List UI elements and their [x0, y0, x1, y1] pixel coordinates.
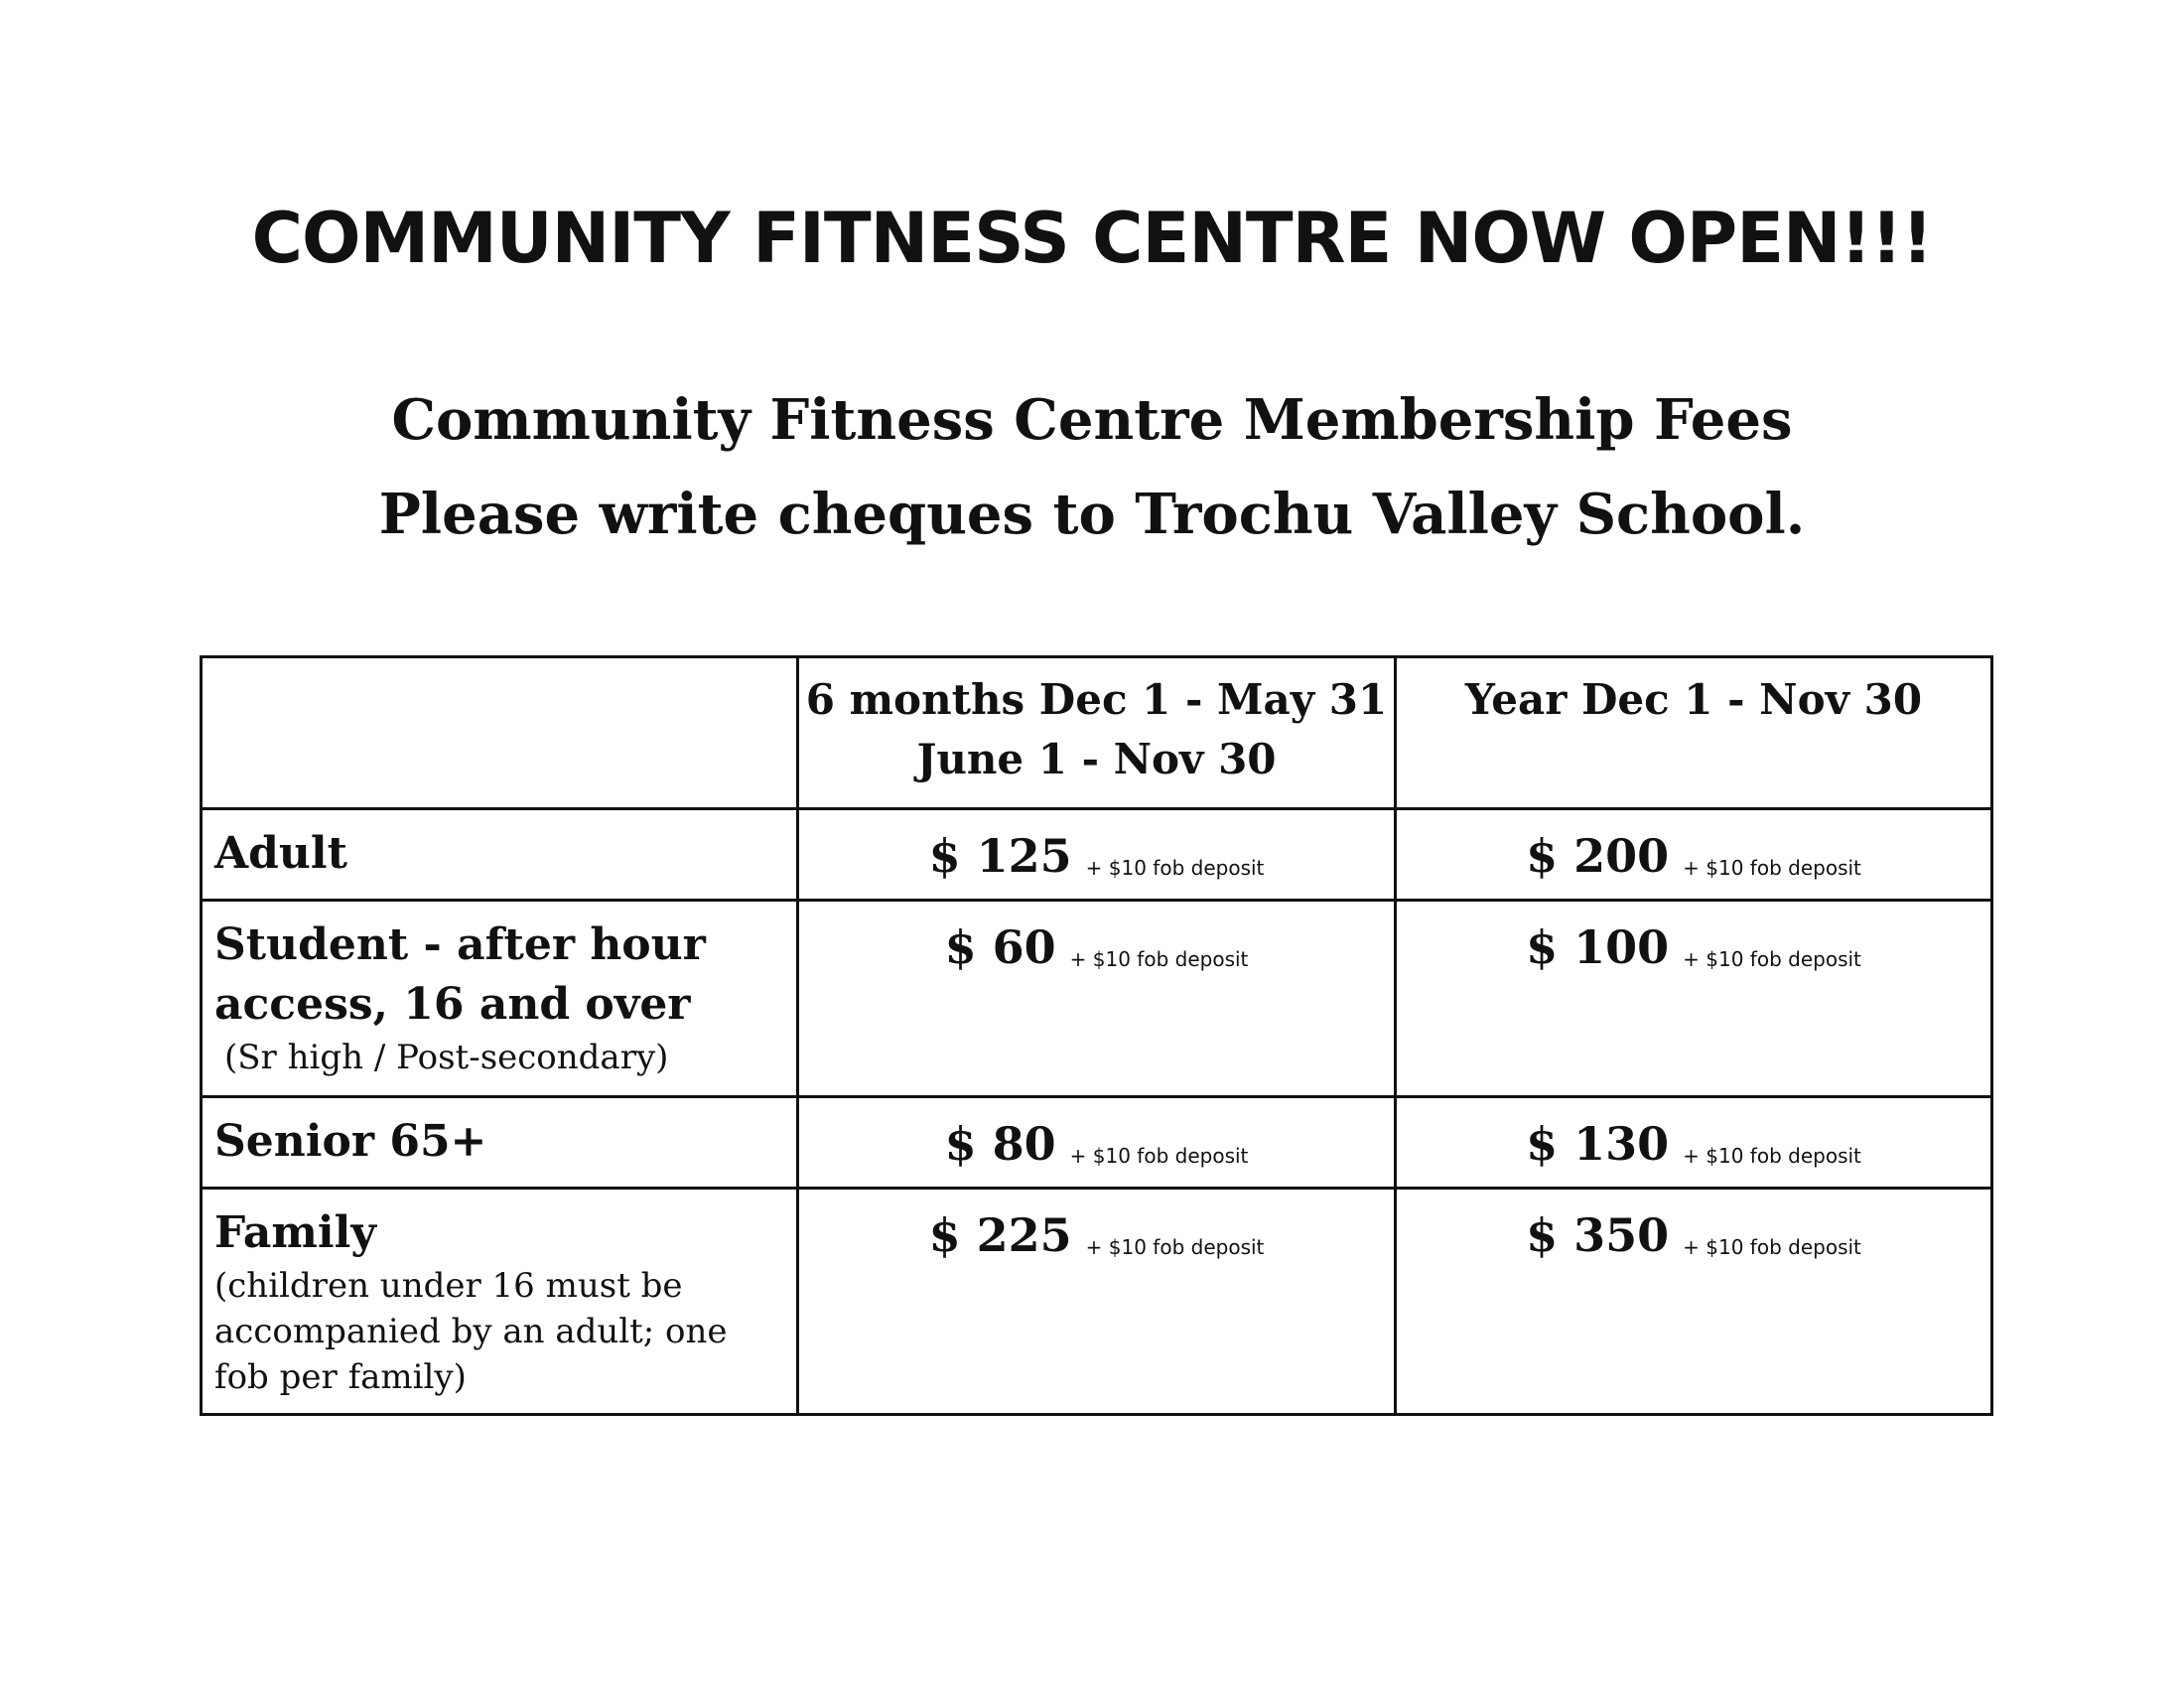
price-student-year: $ 100	[1526, 920, 1670, 974]
category-cell	[202, 1097, 798, 1189]
price-cell-six-months	[798, 1189, 1396, 1415]
deposit-note: + $10 fob deposit	[1683, 946, 1861, 971]
price-cell-year	[1396, 1097, 1992, 1189]
price-senior-year: $ 130	[1526, 1117, 1670, 1171]
category-student-line1: Student - after hour	[214, 919, 706, 970]
category-cell	[202, 1189, 798, 1415]
table-row-adult	[202, 809, 1992, 901]
category-cell	[202, 809, 798, 901]
price-senior-six-months: $ 80	[944, 1117, 1056, 1171]
price-cell-six-months	[798, 1097, 1396, 1189]
category-senior: Senior 65+	[214, 1116, 487, 1167]
deposit-note: + $10 fob deposit	[1683, 1143, 1861, 1168]
category-family-detail-line3: fob per family)	[214, 1357, 467, 1397]
table-header-row	[202, 657, 1992, 809]
category-family: Family	[214, 1207, 376, 1258]
table-row-senior	[202, 1097, 1992, 1189]
header-six-months-line2: June 1 - Nov 30	[916, 735, 1277, 783]
deposit-note: + $10 fob deposit	[1085, 1234, 1265, 1259]
price-cell-six-months	[798, 809, 1396, 901]
header-empty-cell	[202, 657, 798, 809]
table-row-family	[202, 1189, 1992, 1415]
category-student-line2: access, 16 and over	[214, 979, 691, 1030]
deposit-note: + $10 fob deposit	[1683, 855, 1861, 880]
price-student-six-months: $ 60	[944, 920, 1056, 974]
deposit-note: + $10 fob deposit	[1069, 946, 1249, 971]
header-year-label: Year Dec 1 - Nov 30	[1464, 675, 1923, 724]
category-family-detail-line2: accompanied by an adult; one	[214, 1312, 728, 1351]
price-cell-year	[1396, 901, 1992, 1097]
payment-note: Please write cheques to Trochu Valley School.	[378, 482, 1806, 547]
category-student-detail: (Sr high / Post-secondary)	[224, 1038, 669, 1077]
price-cell-year	[1396, 1189, 1992, 1415]
table-row-student	[202, 901, 1992, 1097]
header-six-months	[798, 657, 1396, 809]
membership-fees-table	[200, 655, 1993, 1416]
deposit-note: + $10 fob deposit	[1683, 1234, 1861, 1259]
deposit-note: + $10 fob deposit	[1085, 855, 1265, 880]
header-year	[1396, 657, 1992, 809]
category-adult: Adult	[214, 828, 347, 879]
price-family-year: $ 350	[1526, 1208, 1670, 1262]
subtitle: Community Fitness Centre Membership Fees	[391, 387, 1793, 453]
price-adult-six-months: $ 125	[928, 829, 1072, 883]
price-cell-six-months	[798, 901, 1396, 1097]
category-family-detail-line1: (children under 16 must be	[214, 1266, 683, 1306]
price-cell-year	[1396, 809, 1992, 901]
header-six-months-line1: 6 months Dec 1 - May 31	[805, 675, 1388, 724]
deposit-note: + $10 fob deposit	[1069, 1143, 1249, 1168]
headline: COMMUNITY FITNESS CENTRE NOW OPEN!!!	[251, 198, 1933, 279]
price-family-six-months: $ 225	[928, 1208, 1072, 1262]
price-adult-year: $ 200	[1526, 829, 1670, 883]
category-cell	[202, 901, 798, 1097]
